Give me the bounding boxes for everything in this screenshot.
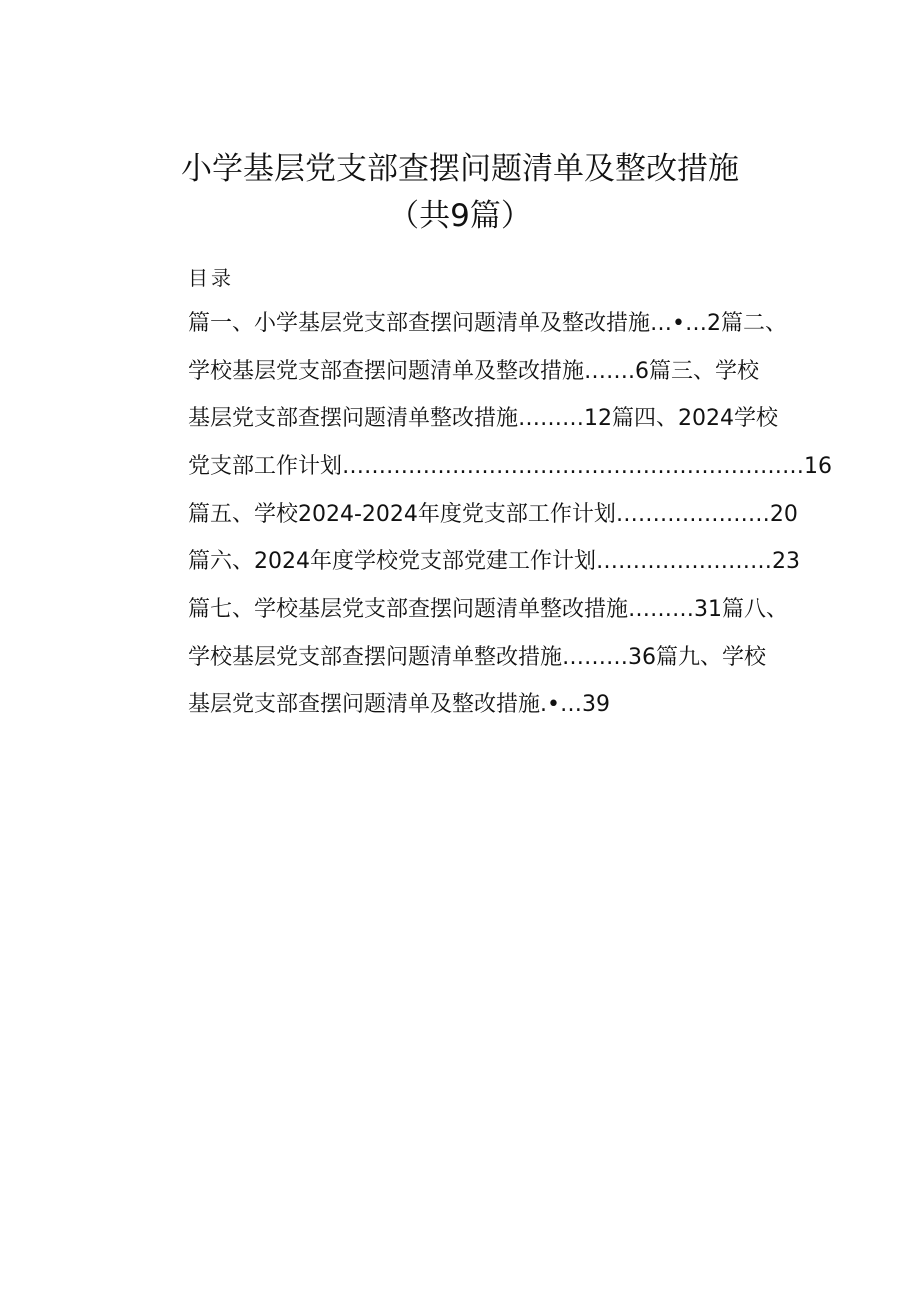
toc-line: 篇一、小学基层党支部查摆问题清单及整改措施…•…2篇二、 bbox=[188, 311, 787, 336]
toc-line: 基层党支部查摆问题清单及整改措施.•…39 bbox=[188, 692, 610, 717]
toc-line: 党支部工作计划………………………………………………………16 bbox=[188, 454, 832, 479]
toc-line: 篇七、学校基层党支部查摆问题清单整改措施………31篇八、 bbox=[188, 597, 788, 622]
document-title: 小学基层党支部查摆问题清单及整改措施 bbox=[181, 151, 739, 187]
toc-line: 学校基层党支部查摆问题清单及整改措施…….6篇三、学校 bbox=[188, 359, 759, 384]
toc-line: 篇六、2024年度学校党支部党建工作计划……………………23 bbox=[188, 549, 800, 574]
document-subtitle: （共9篇） bbox=[388, 198, 532, 234]
toc-line: 基层党支部查摆问题清单整改措施………12篇四、2024学校 bbox=[188, 406, 778, 431]
toc-line: 学校基层党支部查摆问题清单整改措施………36篇九、学校 bbox=[188, 645, 766, 670]
toc-heading: 目录 bbox=[188, 266, 234, 290]
toc-line: 篇五、学校2024-2024年度党支部工作计划…………………20 bbox=[188, 502, 798, 527]
